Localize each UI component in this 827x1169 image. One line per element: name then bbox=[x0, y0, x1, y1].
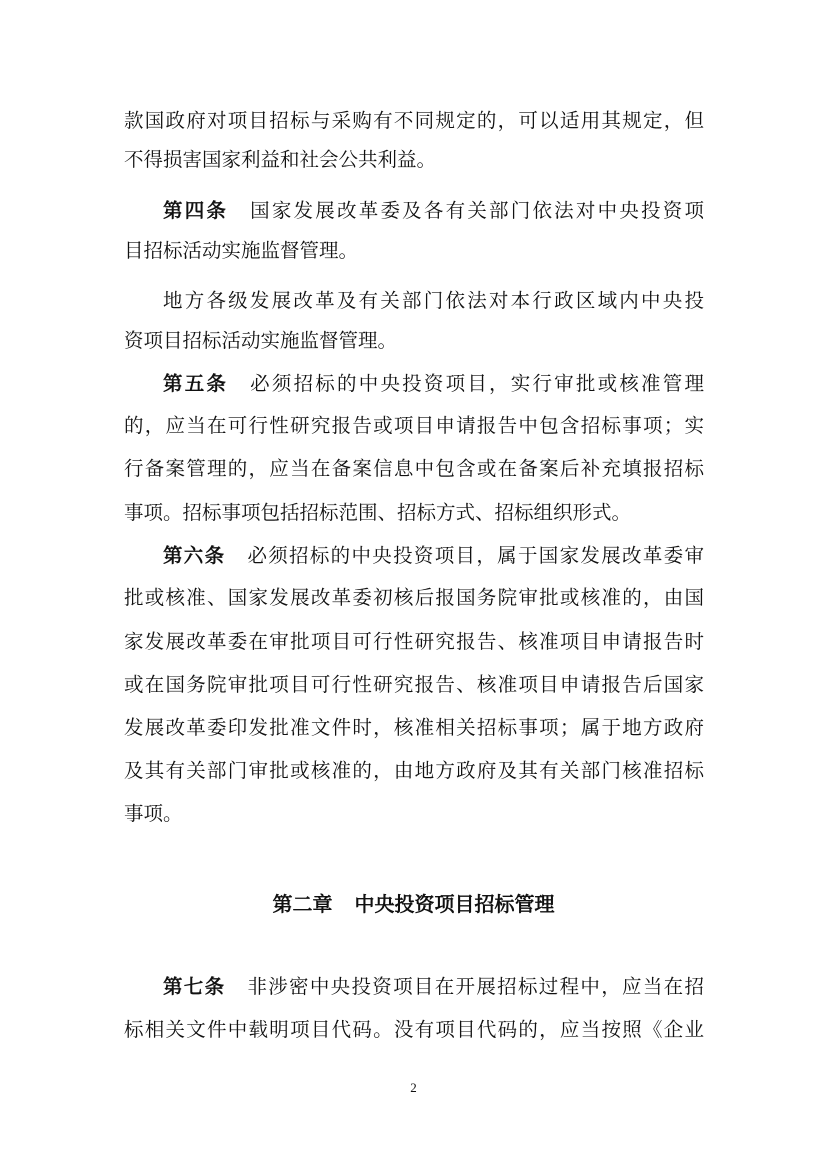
article-6-line-5: 发展改革委印发批准文件时，核准相关招标事项；属于地方政府 bbox=[124, 716, 704, 739]
article-4-paragraph-2-line-2: 资项目招标活动实施监督管理。 bbox=[124, 329, 398, 352]
article-7-line-1 bbox=[163, 967, 704, 1007]
chapter-heading bbox=[0, 884, 827, 924]
article-6-line-4: 或在国务院审批项目可行性研究报告、核准项目申请报告后国家 bbox=[124, 673, 704, 696]
article-3-line-1: 款国政府对项目招标与采购有不同规定的，可以适用其规定，但 bbox=[124, 109, 704, 132]
article-4-line-2: 目招标活动实施监督管理。 bbox=[124, 239, 359, 262]
article-4-line-1 bbox=[163, 191, 704, 231]
page-number: 2 bbox=[410, 1080, 417, 1095]
article-6-line-7: 事项。 bbox=[124, 802, 183, 825]
chapter-number: 第二章 bbox=[272, 892, 333, 916]
article-3-line-2: 不得损害国家利益和社会公共利益。 bbox=[124, 148, 437, 171]
article-7-text: 非涉密中央投资项目在开展招标过程中，应当在招 bbox=[247, 975, 704, 998]
article-6-line-3: 家发展改革委在审批项目可行性研究报告、核准项目申请报告时 bbox=[124, 630, 704, 653]
article-5-text: 必须招标的中央投资项目，实行审批或核准管理 bbox=[250, 372, 704, 395]
article-4-text: 国家发展改革委及各有关部门依法对中央投资项 bbox=[250, 199, 704, 222]
article-7-label: 第七条 bbox=[163, 975, 226, 998]
article-5-line-1 bbox=[163, 364, 704, 404]
article-5-label: 第五条 bbox=[163, 372, 229, 395]
article-5-line-4: 事项。招标事项包括招标范围、招标方式、招标组织形式。 bbox=[124, 501, 632, 524]
article-5-line-2: 的，应当在可行性研究报告或项目申请报告中包含招标事项；实 bbox=[124, 414, 704, 437]
article-4-paragraph-2-line-1: 地方各级发展改革及有关部门依法对本行政区域内中央投 bbox=[163, 289, 704, 312]
article-6-line-2: 批或核准、国家发展改革委初核后报国务院审批或核准的，由国 bbox=[124, 586, 704, 609]
article-6-line-6: 及其有关部门审批或核准的，由地方政府及其有关部门核准招标 bbox=[124, 759, 704, 782]
article-4-label: 第四条 bbox=[163, 199, 229, 222]
chapter-title: 中央投资项目招标管理 bbox=[354, 892, 555, 916]
article-6-label: 第六条 bbox=[163, 544, 226, 567]
article-5-line-3: 行备案管理的，应当在备案信息中包含或在备案后补充填报招标 bbox=[124, 457, 704, 480]
article-7-line-2: 标相关文件中载明项目代码。没有项目代码的，应当按照《企业 bbox=[124, 1018, 704, 1041]
article-6-line-1 bbox=[163, 536, 704, 576]
article-6-text: 必须招标的中央投资项目，属于国家发展改革委审 bbox=[247, 544, 704, 567]
